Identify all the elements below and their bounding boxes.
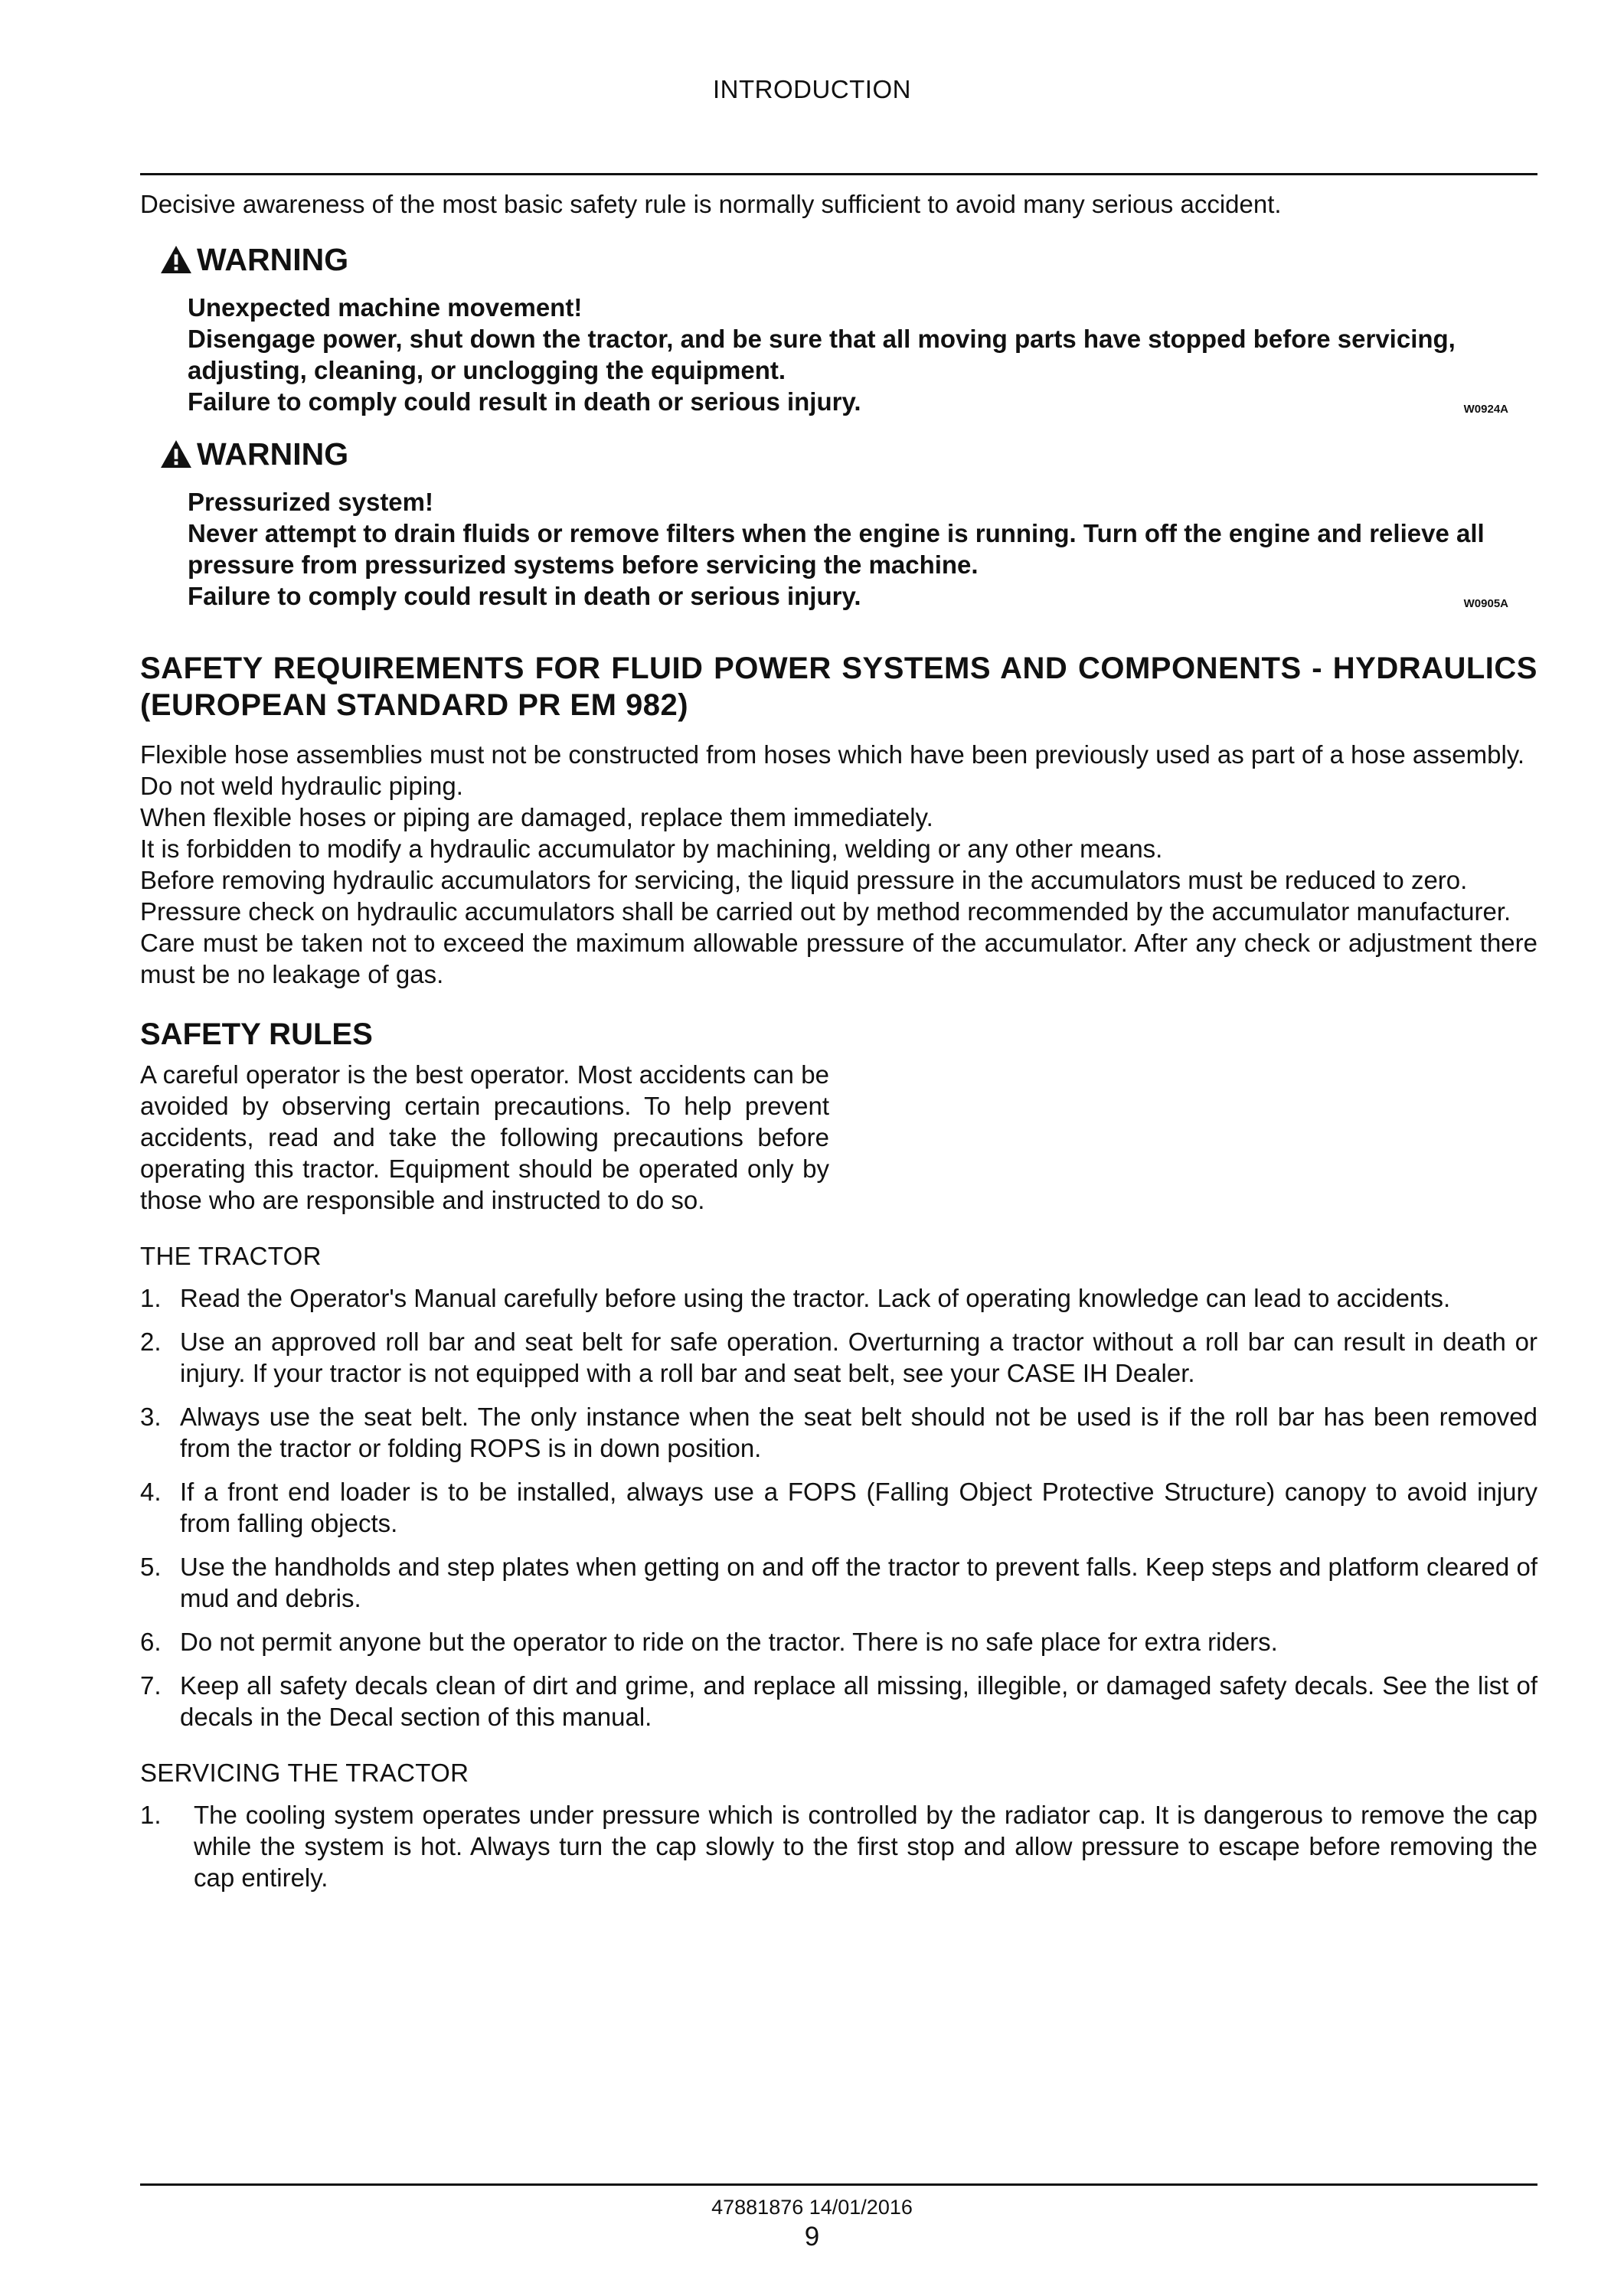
list-item [140,1401,1537,1464]
list-item [140,1282,1537,1314]
servicing-rules-list [140,1799,1537,1893]
paragraph: It is forbidden to modify a hydraulic accumulator by machining, welding or any other means. [140,834,1163,863]
subheading-servicing: SERVICING THE TRACTOR [140,1759,469,1787]
document-number: 47881876 14/01/2016 [711,2196,913,2219]
list-item [140,1670,1537,1733]
list-text: The cooling system operates under pressure which is controlled by the radiator cap. It is dangerous to remove the cap while the system is hot. Always turn the cap slowly to the first stop and allow pressure to escape before removing the cap entirely. [194,1801,1537,1892]
paragraph: Care must be taken not to exceed the maximum allowable pressure of the accumulator. After any check or adjustment there must be no leakage of gas. [140,929,1537,988]
list-number: 7. [140,1671,162,1700]
section-heading-fluid-power: SAFETY REQUIREMENTS FOR FLUID POWER SYSTEMS AND COMPONENTS - HYDRAULICS (EUROPEAN STANDARD PR EM 982) [140,652,1537,722]
warning-code: W0905A [1463,597,1508,610]
warning-line: Disengage power, shut down the tractor, and be sure that all moving parts have stopped before servicing, adjusting, cleaning, or unclogging the equipment. [188,325,1456,384]
list-text: Read the Operator's Manual carefully before using the tractor. Lack of operating knowledge can lead to accidents. [180,1284,1451,1312]
tractor-rules-list [140,1282,1537,1733]
list-number: 1. [140,1801,162,1829]
safety-rules-intro: A careful operator is the best operator. Most accidents can be avoided by observing certain precautions. To help prevent accidents, read and take the following precautions before operating this tractor. Equipment should be operated only by those who are responsible and instructed to do so. [140,1060,829,1214]
list-number: 5. [140,1553,162,1581]
list-text: If a front end loader is to be installed, always use a FOPS (Falling Object Protective Structure) canopy to avoid injury from falling objects. [180,1478,1537,1537]
paragraph: Flexible hose assemblies must not be constructed from hoses which have been previously used as part of a hose assembly. [140,740,1524,769]
subheading-the-tractor: THE TRACTOR [140,1242,322,1270]
list-item [140,1326,1537,1389]
warning-line: Failure to comply could result in death or serious injury. [188,387,861,416]
page-content [140,188,1537,1906]
list-text: Always use the seat belt. The only instance when the seat belt should not be used is if the roll bar has been removed from the tractor or folding ROPS is in down position. [180,1403,1537,1462]
footer-divider [140,2183,1537,2186]
list-text: Keep all safety decals clean of dirt and grime, and replace all missing, illegible, or damaged safety decals. See the list of decals in the Decal section of this manual. [180,1671,1537,1731]
warning-line: Never attempt to drain fluids or remove filters when the engine is running. Turn off the engine and relieve all pressure from pressurized systems before servicing the machine. [188,519,1485,579]
warning-line: Pressurized system! [188,488,433,516]
paragraph: Before removing hydraulic accumulators for servicing, the liquid pressure in the accumulators must be reduced to zero. [140,866,1468,894]
section-heading-safety-rules: SAFETY RULES [140,1017,373,1051]
fluid-section-body [140,739,1537,990]
list-number: 3. [140,1403,162,1431]
warning-title-text: WARNING [197,436,349,472]
intro-text: Decisive awareness of the most basic safety rule is normally sufficient to avoid many serious accident. [140,190,1282,218]
warning-title [160,238,1537,281]
warning-code: W0924A [1463,403,1508,416]
warning-box-1 [140,238,1537,417]
warning-triangle-icon [160,439,192,469]
list-number: 6. [140,1628,162,1656]
list-item [140,1476,1537,1539]
warning-title [160,433,1537,475]
list-text: Use an approved roll bar and seat belt for safe operation. Overturning a tractor without a roll bar can result in death or injury. If your tractor is not equipped with a roll bar and seat belt, see your CASE IH Dealer. [180,1328,1537,1387]
paragraph: When flexible hoses or piping are damaged, replace them immediately. [140,803,933,831]
list-number: 1. [140,1284,162,1312]
warning-line: Failure to comply could result in death or serious injury. [188,582,861,610]
warning-body [188,486,1492,612]
warning-body [188,292,1492,417]
list-text: Use the handholds and step plates when getting on and off the tractor to prevent falls. Keep steps and platform cleared of mud and debris. [180,1553,1537,1612]
paragraph: Pressure check on hydraulic accumulators shall be carried out by method recommended by the accumulator manufacturer. [140,897,1511,926]
warning-box-2 [140,433,1537,612]
warning-line: Unexpected machine movement! [188,293,583,322]
paragraph: Do not weld hydraulic piping. [140,772,463,800]
list-item [140,1551,1537,1614]
warning-title-text: WARNING [197,241,349,277]
header-divider [140,173,1537,175]
list-number: 4. [140,1478,162,1506]
page-header: INTRODUCTION [713,75,911,103]
page-number: 9 [804,2222,820,2252]
list-item [140,1626,1537,1657]
warning-triangle-icon [160,245,192,274]
list-item [140,1799,1537,1893]
list-number: 2. [140,1328,162,1356]
list-text: Do not permit anyone but the operator to ride on the tractor. There is no safe place for extra riders. [180,1628,1278,1656]
